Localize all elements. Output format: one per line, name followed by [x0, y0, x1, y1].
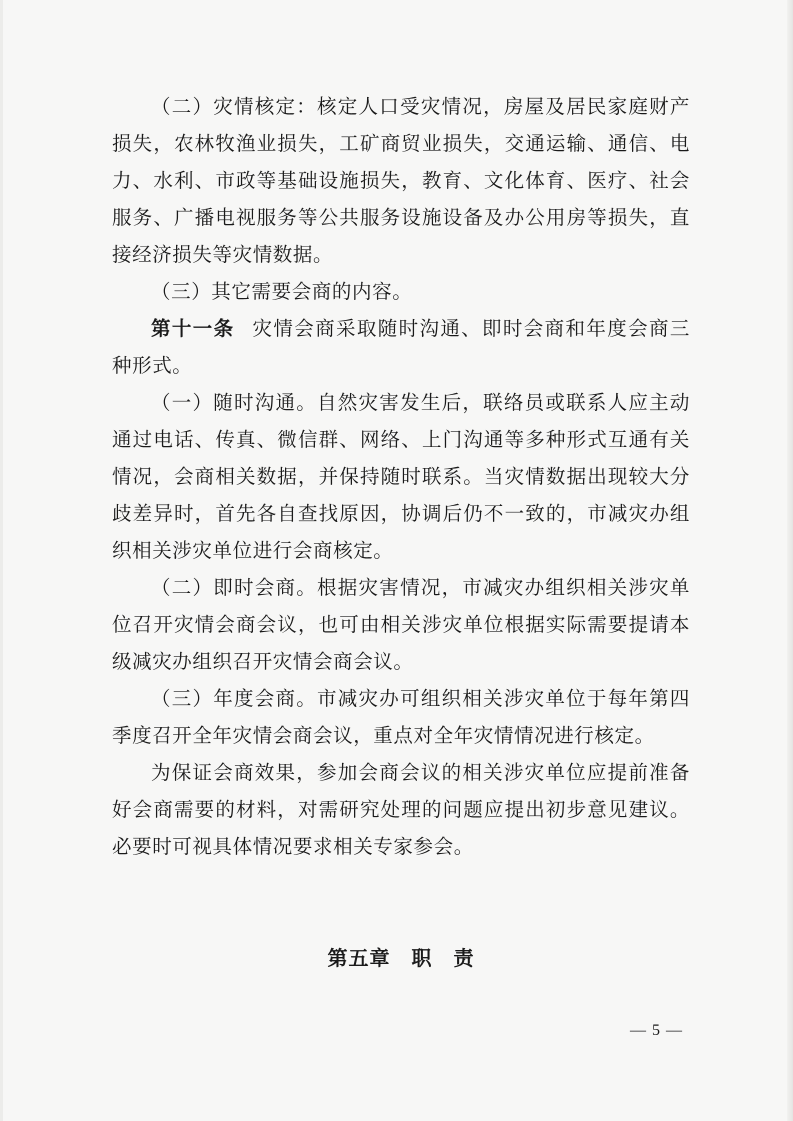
paragraph-text: 为保证会商效果，参加会商会议的相关涉灾单位应提前准备好会商需要的材料，对需研究处理的问题应提出初步意见建议。必要时可视具体情况要求相关专家参会。 [112, 761, 690, 858]
page-number: — 5 — [630, 1022, 683, 1039]
chapter-title: 第五章 职 责 [327, 946, 475, 970]
paragraph-text: （二）即时会商。根据灾害情况，市减灾办组织相关涉灾单位召开灾情会商会议，也可由相关涉灾单位根据实际需要提请本级减灾办组织召开灾情会商会议。 [112, 576, 690, 673]
paragraph-ad-hoc-communication [112, 384, 690, 569]
paragraph-text: 灾情会商采取随时沟通、即时会商和年度会商三种形式。 [112, 317, 690, 377]
paragraph-immediate-consultation [112, 569, 690, 680]
article-number: 第十一条 [151, 317, 235, 340]
paragraph-article-11 [112, 310, 690, 384]
paragraph-text: （一）随时沟通。自然灾害发生后，联络员或联系人应主动通过电话、传真、微信群、网络、上门沟通等多种形式互通有关情况，会商相关数据，并保持随时联系。当灾情数据出现较大分歧差异时，首先各自查找原因，协调后仍不一致的，市减灾办组织相关涉灾单位进行会商核定。 [112, 391, 690, 562]
paragraph-text: （三）其它需要会商的内容。 [151, 280, 413, 303]
document-body [112, 88, 690, 865]
page-left-edge [0, 0, 3, 1121]
paragraph-annual-consultation [112, 680, 690, 754]
page-right-edge [787, 0, 793, 1121]
paragraph-text: （三）年度会商。市减灾办可组织相关涉灾单位于每年第四季度召开全年灾情会商会议，重点对全年灾情情况进行核定。 [112, 687, 690, 747]
paragraph-other-matters [112, 273, 690, 310]
paragraph-consultation-effect [112, 754, 690, 865]
paragraph-text: （二）灾情核定：核定人口受灾情况，房屋及居民家庭财产损失，农林牧渔业损失，工矿商贸业损失，交通运输、通信、电力、水利、市政等基础设施损失，教育、文化体育、医疗、社会服务、广播电视服务等公共服务设施设备及办公用房等损失，直接经济损失等灾情数据。 [112, 95, 690, 266]
paragraph-disaster-verification [112, 88, 690, 273]
